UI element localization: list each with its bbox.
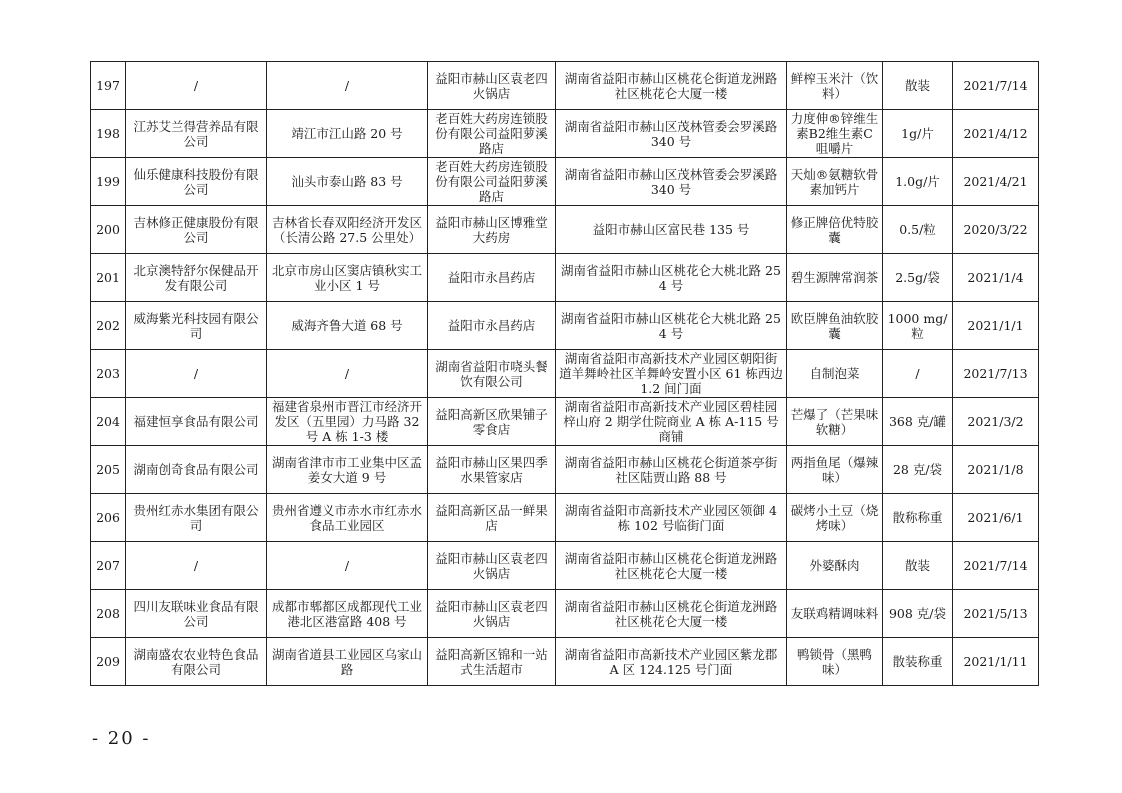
seller-address: 益阳市赫山区富民巷 135 号 xyxy=(556,206,787,254)
product-name: 两指鱼尾（爆辣味） xyxy=(787,446,883,494)
seller-address: 湖南省益阳市高新技术产业园区领御 4 栋 102 号临街门面 xyxy=(556,494,787,542)
product-name: 碳烤小土豆（烧烤味） xyxy=(787,494,883,542)
table-row xyxy=(91,62,1039,110)
table-row xyxy=(91,542,1039,590)
row-number: 201 xyxy=(91,254,126,302)
production-date: 2021/4/21 xyxy=(953,158,1039,206)
producer-name: 仙乐健康科技股份有限公司 xyxy=(126,158,267,206)
product-spec: 368 克/罐 xyxy=(883,398,953,446)
seller-name: 益阳高新区品一鲜果店 xyxy=(428,494,556,542)
production-date: 2021/1/1 xyxy=(953,302,1039,350)
product-name: 力度伸®锌维生素B2维生素C咀嚼片 xyxy=(787,110,883,158)
producer-name: 北京澳特舒尔保健品开发有限公司 xyxy=(126,254,267,302)
table-row xyxy=(91,638,1039,686)
table-row xyxy=(91,110,1039,158)
producer-name: 贵州红赤水集团有限公司 xyxy=(126,494,267,542)
product-spec: / xyxy=(883,350,953,398)
row-number: 203 xyxy=(91,350,126,398)
row-number: 200 xyxy=(91,206,126,254)
product-spec: 2.5g/袋 xyxy=(883,254,953,302)
producer-address: 贵州省遵义市赤水市红赤水食品工业园区 xyxy=(267,494,428,542)
table-row xyxy=(91,254,1039,302)
table-row xyxy=(91,590,1039,638)
product-spec: 散装 xyxy=(883,62,953,110)
product-spec: 散称称重 xyxy=(883,494,953,542)
product-spec: 0.5/粒 xyxy=(883,206,953,254)
row-number: 209 xyxy=(91,638,126,686)
production-date: 2021/3/2 xyxy=(953,398,1039,446)
table-row xyxy=(91,494,1039,542)
producer-name: 江苏艾兰得营养品有限公司 xyxy=(126,110,267,158)
table-row xyxy=(91,302,1039,350)
product-spec: 散装 xyxy=(883,542,953,590)
seller-address: 湖南省益阳市赫山区桃花仑大桃北路 254 号 xyxy=(556,254,787,302)
row-number: 198 xyxy=(91,110,126,158)
seller-address: 湖南省益阳市赫山区桃花仑街道茶亭街社区陆贾山路 88 号 xyxy=(556,446,787,494)
product-name: 鸭锁骨（黑鸭味） xyxy=(787,638,883,686)
producer-name: 吉林修正健康股份有限公司 xyxy=(126,206,267,254)
product-name: 芒爆了（芒果味软糖） xyxy=(787,398,883,446)
producer-name: 福建恒享食品有限公司 xyxy=(126,398,267,446)
seller-name: 益阳市赫山区袁老四火锅店 xyxy=(428,542,556,590)
seller-name: 益阳市永昌药店 xyxy=(428,302,556,350)
table-row xyxy=(91,206,1039,254)
production-date: 2021/7/14 xyxy=(953,542,1039,590)
producer-address: 成都市郫都区成都现代工业港北区港富路 408 号 xyxy=(267,590,428,638)
row-number: 199 xyxy=(91,158,126,206)
seller-name: 益阳高新区锦和一站式生活超市 xyxy=(428,638,556,686)
seller-address: 湖南省益阳市高新技术产业园区紫龙郡 A 区 124.125 号门面 xyxy=(556,638,787,686)
production-date: 2020/3/22 xyxy=(953,206,1039,254)
product-name: 外婆酥肉 xyxy=(787,542,883,590)
product-name: 友联鸡精调味料 xyxy=(787,590,883,638)
producer-name: 湖南创奇食品有限公司 xyxy=(126,446,267,494)
seller-name: 老百姓大药房连锁股份有限公司益阳萝溪路店 xyxy=(428,110,556,158)
production-date: 2021/7/14 xyxy=(953,62,1039,110)
seller-name: 益阳市赫山区袁老四火锅店 xyxy=(428,62,556,110)
seller-address: 湖南省益阳市高新技术产业园区朝阳街道羊舞岭社区羊舞岭安置小区 61 栋西边 1.2 间门面 xyxy=(556,350,787,398)
producer-address: / xyxy=(267,542,428,590)
seller-address: 湖南省益阳市赫山区桃花仑街道龙洲路社区桃花仑大厦一楼 xyxy=(556,542,787,590)
producer-address: 汕头市泰山路 83 号 xyxy=(267,158,428,206)
production-date: 2021/1/11 xyxy=(953,638,1039,686)
production-date: 2021/1/4 xyxy=(953,254,1039,302)
producer-address: / xyxy=(267,350,428,398)
page-number: - 20 - xyxy=(92,728,151,749)
seller-name: 益阳市永昌药店 xyxy=(428,254,556,302)
seller-address: 湖南省益阳市赫山区桃花仑街道龙洲路社区桃花仑大厦一楼 xyxy=(556,590,787,638)
seller-address: 湖南省益阳市赫山区桃花仑街道龙洲路社区桃花仑大厦一楼 xyxy=(556,62,787,110)
producer-address: 靖江市江山路 20 号 xyxy=(267,110,428,158)
production-date: 2021/6/1 xyxy=(953,494,1039,542)
product-name: 碧生源牌常润茶 xyxy=(787,254,883,302)
row-number: 204 xyxy=(91,398,126,446)
producer-name: / xyxy=(126,62,267,110)
table-row xyxy=(91,350,1039,398)
row-number: 206 xyxy=(91,494,126,542)
producer-address: 湖南省道县工业园区乌家山路 xyxy=(267,638,428,686)
product-name: 自制泡菜 xyxy=(787,350,883,398)
production-date: 2021/5/13 xyxy=(953,590,1039,638)
product-spec: 908 克/袋 xyxy=(883,590,953,638)
seller-address: 湖南省益阳市赫山区茂林管委会罗溪路 340 号 xyxy=(556,110,787,158)
product-spec: 散装称重 xyxy=(883,638,953,686)
production-date: 2021/1/8 xyxy=(953,446,1039,494)
producer-address: 湖南省津市市工业集中区孟姜女大道 9 号 xyxy=(267,446,428,494)
product-spec: 1g/片 xyxy=(883,110,953,158)
producer-name: 威海紫光科技园有限公司 xyxy=(126,302,267,350)
row-number: 202 xyxy=(91,302,126,350)
seller-name: 益阳市赫山区袁老四火锅店 xyxy=(428,590,556,638)
row-number: 208 xyxy=(91,590,126,638)
producer-address: 威海齐鲁大道 68 号 xyxy=(267,302,428,350)
seller-address: 湖南省益阳市高新技术产业园区碧桂园梓山府 2 期学仕院商业 A 栋 A-115 号商铺 xyxy=(556,398,787,446)
producer-address: 吉林省长春双阳经济开发区（长清公路 27.5 公里处） xyxy=(267,206,428,254)
product-name: 鲜榨玉米汁（饮料） xyxy=(787,62,883,110)
production-date: 2021/7/13 xyxy=(953,350,1039,398)
producer-address: 福建省泉州市晋江市经济开发区（五里园）力马路 32 号 A 栋 1-3 楼 xyxy=(267,398,428,446)
seller-address: 湖南省益阳市赫山区桃花仑大桃北路 254 号 xyxy=(556,302,787,350)
seller-name: 老百姓大药房连锁股份有限公司益阳萝溪路店 xyxy=(428,158,556,206)
producer-address: 北京市房山区窦店镇秋实工业小区 1 号 xyxy=(267,254,428,302)
product-spec: 28 克/袋 xyxy=(883,446,953,494)
row-number: 197 xyxy=(91,62,126,110)
producer-name: / xyxy=(126,350,267,398)
seller-address: 湖南省益阳市赫山区茂林管委会罗溪路 340 号 xyxy=(556,158,787,206)
table-row xyxy=(91,446,1039,494)
product-name: 修正牌倍优特胶囊 xyxy=(787,206,883,254)
sampling-table xyxy=(90,61,1039,686)
row-number: 207 xyxy=(91,542,126,590)
seller-name: 湖南省益阳市哓头餐饮有限公司 xyxy=(428,350,556,398)
table-row xyxy=(91,158,1039,206)
product-spec: 1000 mg/粒 xyxy=(883,302,953,350)
table-row xyxy=(91,398,1039,446)
producer-name: 湖南盛农农业特色食品有限公司 xyxy=(126,638,267,686)
product-name: 天灿®氨糖软骨素加钙片 xyxy=(787,158,883,206)
product-spec: 1.0g/片 xyxy=(883,158,953,206)
seller-name: 益阳高新区欣果铺子零食店 xyxy=(428,398,556,446)
production-date: 2021/4/12 xyxy=(953,110,1039,158)
seller-name: 益阳市赫山区博雅堂大药房 xyxy=(428,206,556,254)
producer-address: / xyxy=(267,62,428,110)
producer-name: 四川友联味业食品有限公司 xyxy=(126,590,267,638)
product-name: 欧臣牌鱼油软胶囊 xyxy=(787,302,883,350)
producer-name: / xyxy=(126,542,267,590)
row-number: 205 xyxy=(91,446,126,494)
seller-name: 益阳市赫山区果四季水果管家店 xyxy=(428,446,556,494)
